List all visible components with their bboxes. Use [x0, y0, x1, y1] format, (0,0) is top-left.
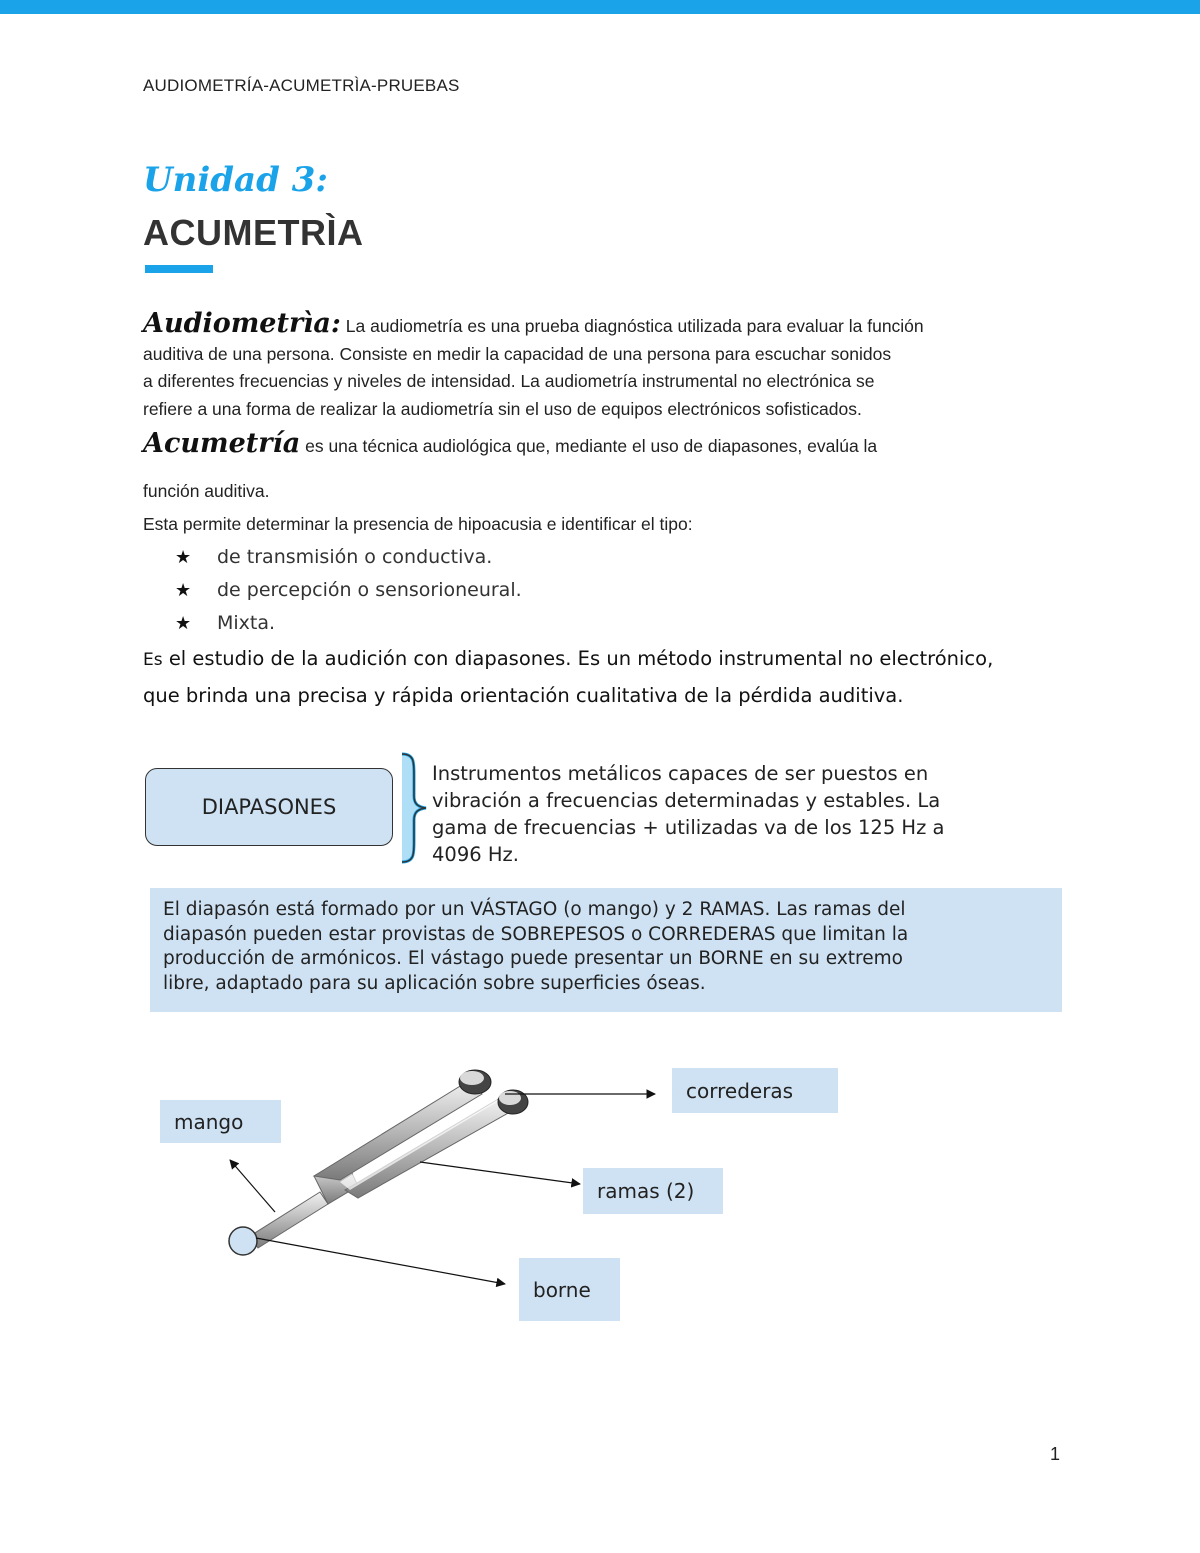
lead-line-2: que brinda una precisa y rápida orientación cualitativa de la pérdida auditiva. — [143, 684, 904, 707]
diapasones-description: Instrumentos metálicos capaces de ser puestos en vibración a frecuencias determinadas y estables. La gama de frecuencias + utilizadas va de los 125 Hz a 4096 Hz. — [432, 762, 945, 866]
list-item: ★ de percepción o sensorioneural. — [175, 574, 522, 607]
unit-label: Unidad 3: — [143, 160, 328, 200]
audiometria-line-3: a diferentes frecuencias y niveles de intensidad. La audiometría instrumental no electrónica se — [143, 371, 875, 391]
acumetria-term: Acumetría — [143, 428, 301, 459]
lead-line-1: el estudio de la audición con diapasones. Es un método instrumental no electrónico, — [168, 647, 994, 670]
borne-circle — [229, 1227, 257, 1255]
label-ramas: ramas (2) — [583, 1168, 723, 1214]
acumetria-line-2: función auditiva. — [143, 481, 270, 501]
audiometria-term: Audiometrìa: — [143, 308, 341, 339]
audiometria-line-4: refiere a una forma de realizar la audiometría sin el uso de equipos electrónicos sofisticados. — [143, 398, 862, 419]
star-icon: ★ — [175, 613, 192, 634]
diapason-structure-box: El diapasón está formado por un VÁSTAGO (o mango) y 2 RAMAS. Las ramas del diapasón pueden estar provistas de SOBREPESOS o CORREDERAS que limitan la producción de armónicos. El vástago puede presentar un BORNE en su extremo libre, adaptado para su aplicación sobre superficies óseas. — [150, 888, 1062, 1012]
tuning-fork-icon — [250, 1070, 528, 1248]
list-item: ★ de transmisión o conductiva. — [175, 541, 522, 574]
label-correderas: correderas — [672, 1068, 838, 1113]
lead-es: Es — [143, 650, 163, 670]
mango-arrow — [230, 1160, 275, 1212]
audiometria-line-2: auditiva de una persona. Consiste en medir la capacidad de una persona para escuchar sonidos — [143, 343, 892, 364]
page-header: AUDIOMETRÍA-ACUMETRÌA-PRUEBAS — [143, 76, 460, 95]
star-icon: ★ — [175, 580, 192, 601]
list-item: ★ Mixta. — [175, 607, 522, 640]
audiometria-line-1: La audiometría es una prueba diagnóstica utilizada para evaluar la función — [345, 316, 924, 336]
page-title: ACUMETRÌA — [143, 212, 364, 253]
ramas-arrow — [420, 1162, 580, 1184]
page-number: 1 — [1050, 1444, 1061, 1464]
acumetria-line-1: es una técnica audiológica que, mediante el uso de diapasones, evalúa la — [305, 436, 878, 456]
diapasones-label: DIAPASONES — [201, 795, 337, 819]
label-mango: mango — [160, 1100, 281, 1143]
label-borne: borne — [519, 1258, 620, 1321]
star-icon: ★ — [175, 547, 192, 568]
borne-arrow — [256, 1238, 505, 1284]
acumetria-line-3: Esta permite determinar la presencia de hipoacusia e identificar el tipo: — [143, 514, 693, 534]
